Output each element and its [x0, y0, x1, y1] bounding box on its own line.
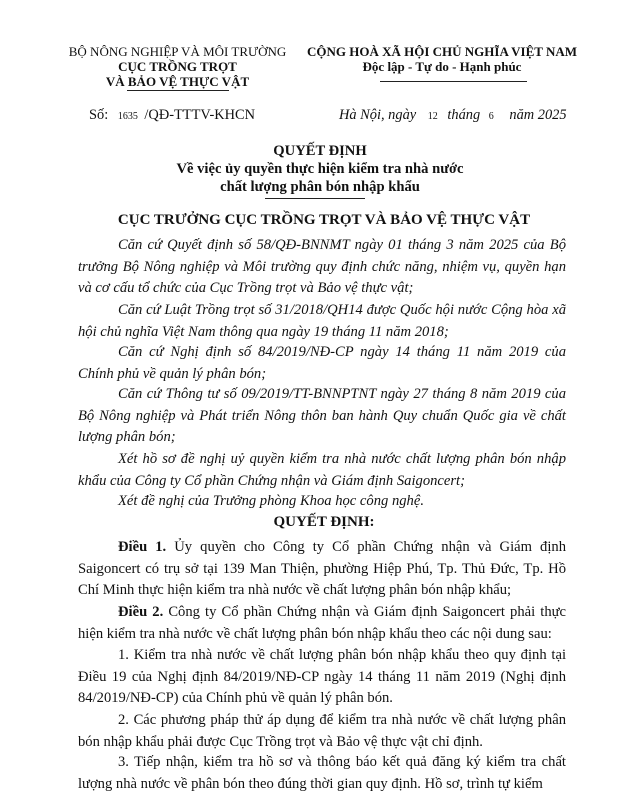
doc-number [89, 107, 255, 124]
header-right [302, 44, 582, 74]
article-1 [78, 537, 566, 602]
document-subject-line2: chất lượng phân bón nhập khẩu [220, 179, 420, 195]
header-left-underline [127, 90, 229, 91]
article-1-label: Điều 1. [118, 539, 167, 555]
title-block [60, 142, 580, 196]
legal-basis-1: Căn cứ Quyết định số 58/QĐ-BNNMT ngày 01 tháng 3 năm 2025 của Bộ trưởng Bộ Nông nghiệp và Môi trường quy định chức năng, nhiệm vụ, quyền hạn và cơ cấu tổ chức của Cục Trồng trọt và Bảo vệ thực vật; [78, 237, 566, 296]
header-left [60, 44, 295, 89]
date-line [339, 107, 567, 124]
document-subject-line1: Về việc ủy quyền thực hiện kiểm tra nhà nước [176, 161, 464, 177]
doc-number-label: Số: [89, 107, 109, 123]
date-month-label: tháng [447, 107, 481, 123]
date-year: năm 2025 [509, 107, 567, 123]
article-2-item-2: 2. Các phương pháp thử áp dụng để kiểm tra nhà nước về chất lượng phân bón nhập khẩu phải được Cục Trồng trọt và Bảo vệ thực vật chỉ định. [78, 712, 566, 750]
article-1-text: Ủy quyền cho Công ty Cổ phần Chứng nhận và Giám định Saigoncert có trụ sở tại 139 Man Thiện, phường Hiệp Phú, Tp. Thủ Đức, Tp. Hồ Chí Minh thực hiện kiểm tra nhà nước về chất lượng phân bón nhập khẩu; [78, 539, 566, 598]
country-name: CỘNG HOÀ XÃ HỘI CHỦ NGHĨA VIỆT NAM [306, 44, 578, 59]
legal-basis-2: Căn cứ Luật Trồng trọt số 31/2018/QH14 được Quốc hội nước Cộng hòa xã hội chủ nghĩa Việt Nam thông qua ngày 19 tháng 11 năm 2018; [78, 302, 566, 340]
title-underline [265, 198, 365, 199]
date-month: 6 [488, 111, 494, 122]
article-2-item-3: 3. Tiếp nhận, kiểm tra hồ sơ và thông báo kết quả đăng ký kiểm tra chất lượng nhà nước về phân bón theo đúng thời gian quy định. Hồ sơ, trình tự kiểm [78, 754, 566, 792]
department-name-line2: VÀ BẢO VỆ THỰC VẬT [105, 74, 250, 89]
national-motto: Độc lập - Tự do - Hạnh phúc [362, 59, 522, 74]
article-2-label: Điều 2. [118, 604, 164, 620]
date-day: 12 [427, 111, 438, 122]
motto-underline [380, 81, 527, 82]
ministry-name: BỘ NÔNG NGHIỆP VÀ MÔI TRƯỜNG [68, 44, 287, 59]
article-2-item-1: 1. Kiểm tra nhà nước về chất lượng phân bón nhập khẩu theo quy định tại Điều 19 của Nghị định 84/2019/NĐ-CP ngày 14 tháng 11 năm 2019 (Nghị định 84/2019/NĐ-CP) của Chính phủ về quản lý phân bón. [78, 647, 566, 706]
legal-basis-3: Căn cứ Nghị định số 84/2019/NĐ-CP ngày 14 tháng 11 năm 2019 của Chính phủ về quản lý phân bón; [78, 344, 566, 382]
date-prefix: Hà Nội, ngày [339, 107, 417, 123]
document-title: QUYẾT ĐỊNH [273, 143, 367, 159]
doc-number-suffix: /QĐ-TTTV-KHCN [144, 107, 256, 123]
article-2-text: Công ty Cổ phần Chứng nhận và Giám định Saigoncert phải thực hiện kiểm tra nhà nước về chất lượng phân bón nhập khẩu theo các nội dung sau: [78, 604, 567, 642]
decision-heading: QUYẾT ĐỊNH: [273, 514, 375, 530]
department-name-line1: CỤC TRỒNG TRỌT [118, 59, 237, 74]
doc-number-value: 1635 [117, 111, 138, 122]
legal-basis-5: Xét hồ sơ đề nghị uỷ quyền kiểm tra nhà nước chất lượng phân bón nhập khẩu của Công ty Cổ phần Chứng nhận và Giám định Saigoncert; [78, 451, 566, 489]
issuing-authority: CỤC TRƯỞNG CỤC TRỒNG TRỌT VÀ BẢO VỆ THỰC VẬT [117, 212, 531, 228]
article-2 [78, 602, 566, 645]
legal-basis-4: Căn cứ Thông tư số 09/2019/TT-BNNPTNT ngày 27 tháng 8 năm 2019 của Bộ Nông nghiệp và Phát triển Nông thôn ban hành Quy chuẩn Quốc gia về chất lượng phân bón; [78, 386, 566, 445]
legal-basis-6: Xét đề nghị của Trưởng phòng Khoa học công nghệ. [118, 493, 424, 509]
